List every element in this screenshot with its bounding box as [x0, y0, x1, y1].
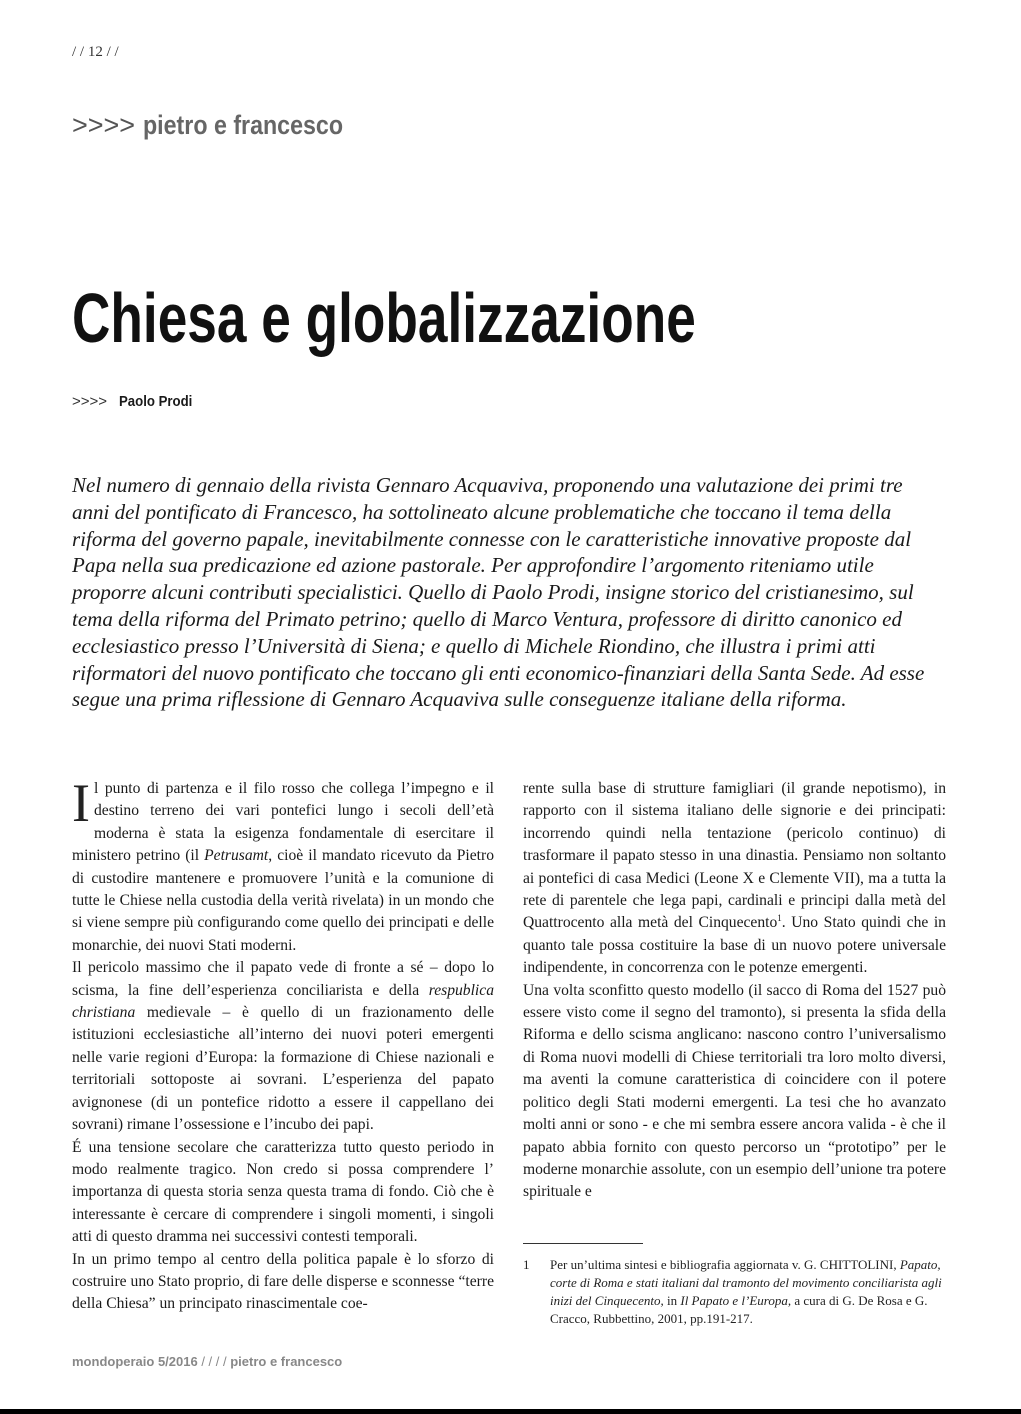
bottom-border [0, 1409, 1021, 1414]
article-intro: Nel numero di gennaio della rivista Gennaro Acquaviva, proponendo una valutazione dei primi tre anni del pontificato di Francesco, ha sottolineato alcune problematiche che toccano il tema della riforma del governo papale, inevitabilmente connesse con le caratteristiche innovative proposte dal Papa nella sua predicazione ed azione pastorale. Per approfondire l’argomento riteniamo utile proporre alcuni contributi specialistici. Quello di Paolo Prodi, insigne storico del cristianesimo, sul tema della riforma del Primato petrino; quello di Marco Ventura, professore di diritto canonico ed ecclesiastico presso l’Università di Siena; e quello di Michele Riondino, che illustra i primi atti riformatori del nuovo pontificato che toccano gli enti economico-finanziari della Santa Sede. Ad esse segue una prima riflessione di Gennaro Acquaviva sulle conseguenze italiane della riforma. [72, 473, 925, 712]
footnote-ref[interactable]: 1 [777, 913, 782, 924]
footnote-number: 1 [523, 1257, 530, 1272]
body-column-left [72, 773, 494, 1316]
page-footer [72, 1354, 342, 1369]
footer-publication: mondoperaio 5/2016 [72, 1354, 198, 1369]
footer-section: pietro e francesco [230, 1354, 343, 1369]
byline [72, 393, 203, 410]
body-paragraph: rente sulla base di strutture famigliari (il grande nepotismo), in rapporto con il sistema italiano delle signorie e dei principati: incorrendo quindi nella tentazione (pericolo continuo) di trasformare il papato stesso in una dinastia. Pensiamo non soltanto ai pontefici di casa Medici (Leone X e Clemente VII), ma a tutta la rete di parentele che lega papi, cardinali e principi dalla metà del Quattrocento alla metà del Cinquecento$^1$. Uno Stato quindi che in quanto tale possa costituire la base di un nuovo potere universale indipendente, in concorrenza con le potenze emergenti. [523, 780, 946, 977]
body-column-right [523, 778, 946, 1204]
body-paragraph: In un primo tempo al centro della politica papale è lo sforzo di costruire uno Stato proprio, di fare delle disperse e sconnesse “terre della Chiesa” un principato rinascimentale coe- [72, 1250, 494, 1313]
article-title: Chiesa e globalizzazione [72, 279, 696, 357]
body-paragraph: Il punto di partenza e il filo rosso che collega l’impegno e il destino terreno dei vari pontefici lungo i secoli dell’età moderna è stata la esigenza fondamentale di esercitare il ministero petrino (il Petrusamt, cioè il mandato ricevuto da Pietro di custodire mantenere e promuovere l’unità e la comunione di tutte le Chiese nella custodia della verità rivelata) in un mondo che si viene sempre più configurando come quello dei principati e delle monarchie, dei nuovi Stati moderni. [72, 773, 494, 954]
footnote-text: Per un’ultima sintesi e bibliografia aggiornata v. G. CHITTOLINI, Papato, corte di Roma e stati italiani dal tramonto del movimento conciliarista agli inizi del Cinquecento, in Il Papato e l’Europa, a cura di G. De Rosa e G. Cracco, Rubbettino, 2001, pp.191-217. [550, 1257, 942, 1326]
footnote-divider [523, 1243, 643, 1244]
body-paragraph: É una tensione secolare che caratterizza tutto questo periodo in modo realmente tragico. Non credo si possa comprendere l’ importanza di questa storia senza questa trama di fondo. Ciò che è interessante è cercare di comprendere i singoli momenti, i singoli atti di questo dramma nei successivi contesti temporali. [72, 1138, 494, 1246]
author-name: Paolo Prodi [119, 393, 193, 410]
section-label: pietro e francesco [142, 110, 343, 140]
section-kicker [72, 110, 375, 141]
kicker-arrows: >>>> [72, 110, 136, 140]
byline-arrows: >>>> [72, 393, 108, 410]
body-paragraph: Una volta sconfitto questo modello (il sacco di Roma del 1527 può essere visto come il segno del tramonto), si presenta la sfida della Riforma e dello scisma anglicano: nascono contro l’universalismo di Roma nuovi modelli di Chiese territoriali tra loro molto diversi, ma aventi la comune caratteristica di coincidere con il potere politico degli Stati moderni emergenti. La tesi che ho avanzato molti anni or sono - e che mi sembra essere ancora valida - è che il papato abbia fornito con questo percorso un “prototipo” per le moderne monarchie assolute, con un esempio dell’unione tra potere spirituale e [523, 981, 946, 1201]
footer-separator: / / / / [197, 1354, 231, 1369]
page-number: / / 12 / / [72, 44, 119, 60]
drop-cap: I [72, 773, 90, 833]
body-paragraph: Il pericolo massimo che il papato vede di fronte a sé – dopo lo scisma, la fine dell’esperienza conciliarista e della respublica christiana medievale – è quello di un frazionamento delle istituzioni ecclesiastiche all’interno dei nuovi poteri emergenti nelle varie regioni d’Europa: la formazione di Chiese nazionali e territoriali sottoposte ai sovrani. L’esperienza del papato avignonese (di un pontefice ridotto a essere il cappellano dei sovrani) rimane l’ossessione e l’incubo dei papi. [72, 959, 494, 1134]
footnote [523, 1256, 946, 1328]
